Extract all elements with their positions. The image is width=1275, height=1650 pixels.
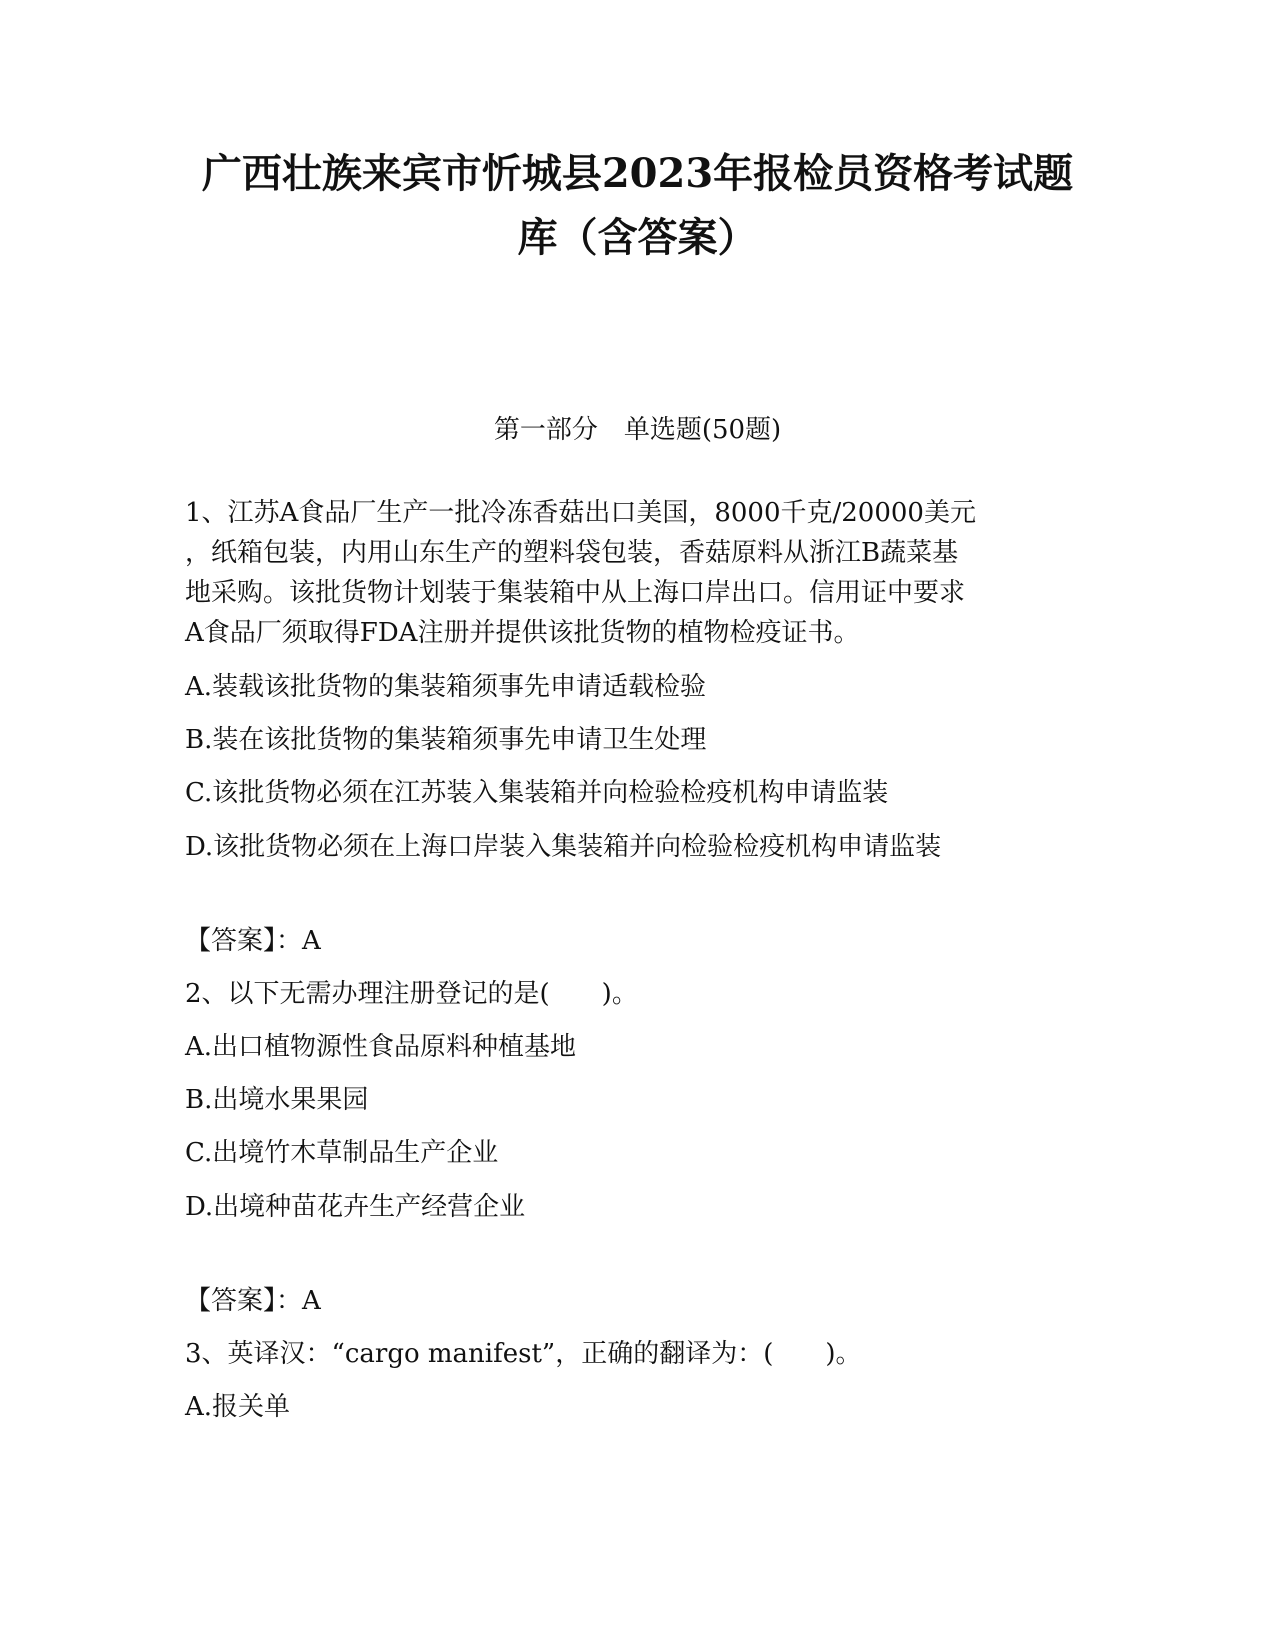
question-1-answer: 【答案】：A <box>185 926 321 956</box>
question-1-stem-line-1: 1、江苏A食品厂生产一批冷冻香菇出口美国，8000千克/20000美元 <box>185 498 976 528</box>
question-3-option-a: A.报关单 <box>185 1392 291 1422</box>
section-heading: 第一部分 单选题(50题) <box>493 415 782 445</box>
question-1-option-c: C.该批货物必须在江苏装入集装箱并向检验检疫机构申请监装 <box>185 778 889 808</box>
question-1-option-b: B.装在该批货物的集装箱须事先申请卫生处理 <box>185 725 707 755</box>
question-1-option-a: A.装载该批货物的集装箱须事先申请适载检验 <box>185 672 707 702</box>
document-title-line-1: 广西壮族来宾市忻城县2023年报检员资格考试题 <box>201 150 1074 197</box>
question-1-stem-line-3: 地采购。该批货物计划装于集装箱中从上海口岸出口。信用证中要求 <box>185 578 966 608</box>
question-1-stem-line-4: A食品厂须取得FDA注册并提供该批货物的植物检疫证书。 <box>185 618 860 648</box>
question-1-option-d: D.该批货物必须在上海口岸装入集装箱并向检验检疫机构申请监装 <box>185 832 942 862</box>
document-title-line-2: 库（含答案） <box>517 214 758 261</box>
question-3-stem: 3、英译汉：“cargo manifest”，正确的翻译为：( )。 <box>185 1339 862 1369</box>
question-2-option-d: D.出境种苗花卉生产经营企业 <box>185 1192 526 1222</box>
question-2-option-a: A.出口植物源性食品原料种植基地 <box>185 1032 577 1062</box>
question-2-option-b: B.出境水果果园 <box>185 1085 369 1115</box>
question-2-stem: 2、以下无需办理注册登记的是( )。 <box>185 979 638 1009</box>
question-1-stem-line-2: ，纸箱包装，内用山东生产的塑料袋包装，香菇原料从浙江B蔬菜基 <box>185 538 959 568</box>
question-2-answer: 【答案】：A <box>185 1286 321 1316</box>
question-2-option-c: C.出境竹木草制品生产企业 <box>185 1138 499 1168</box>
